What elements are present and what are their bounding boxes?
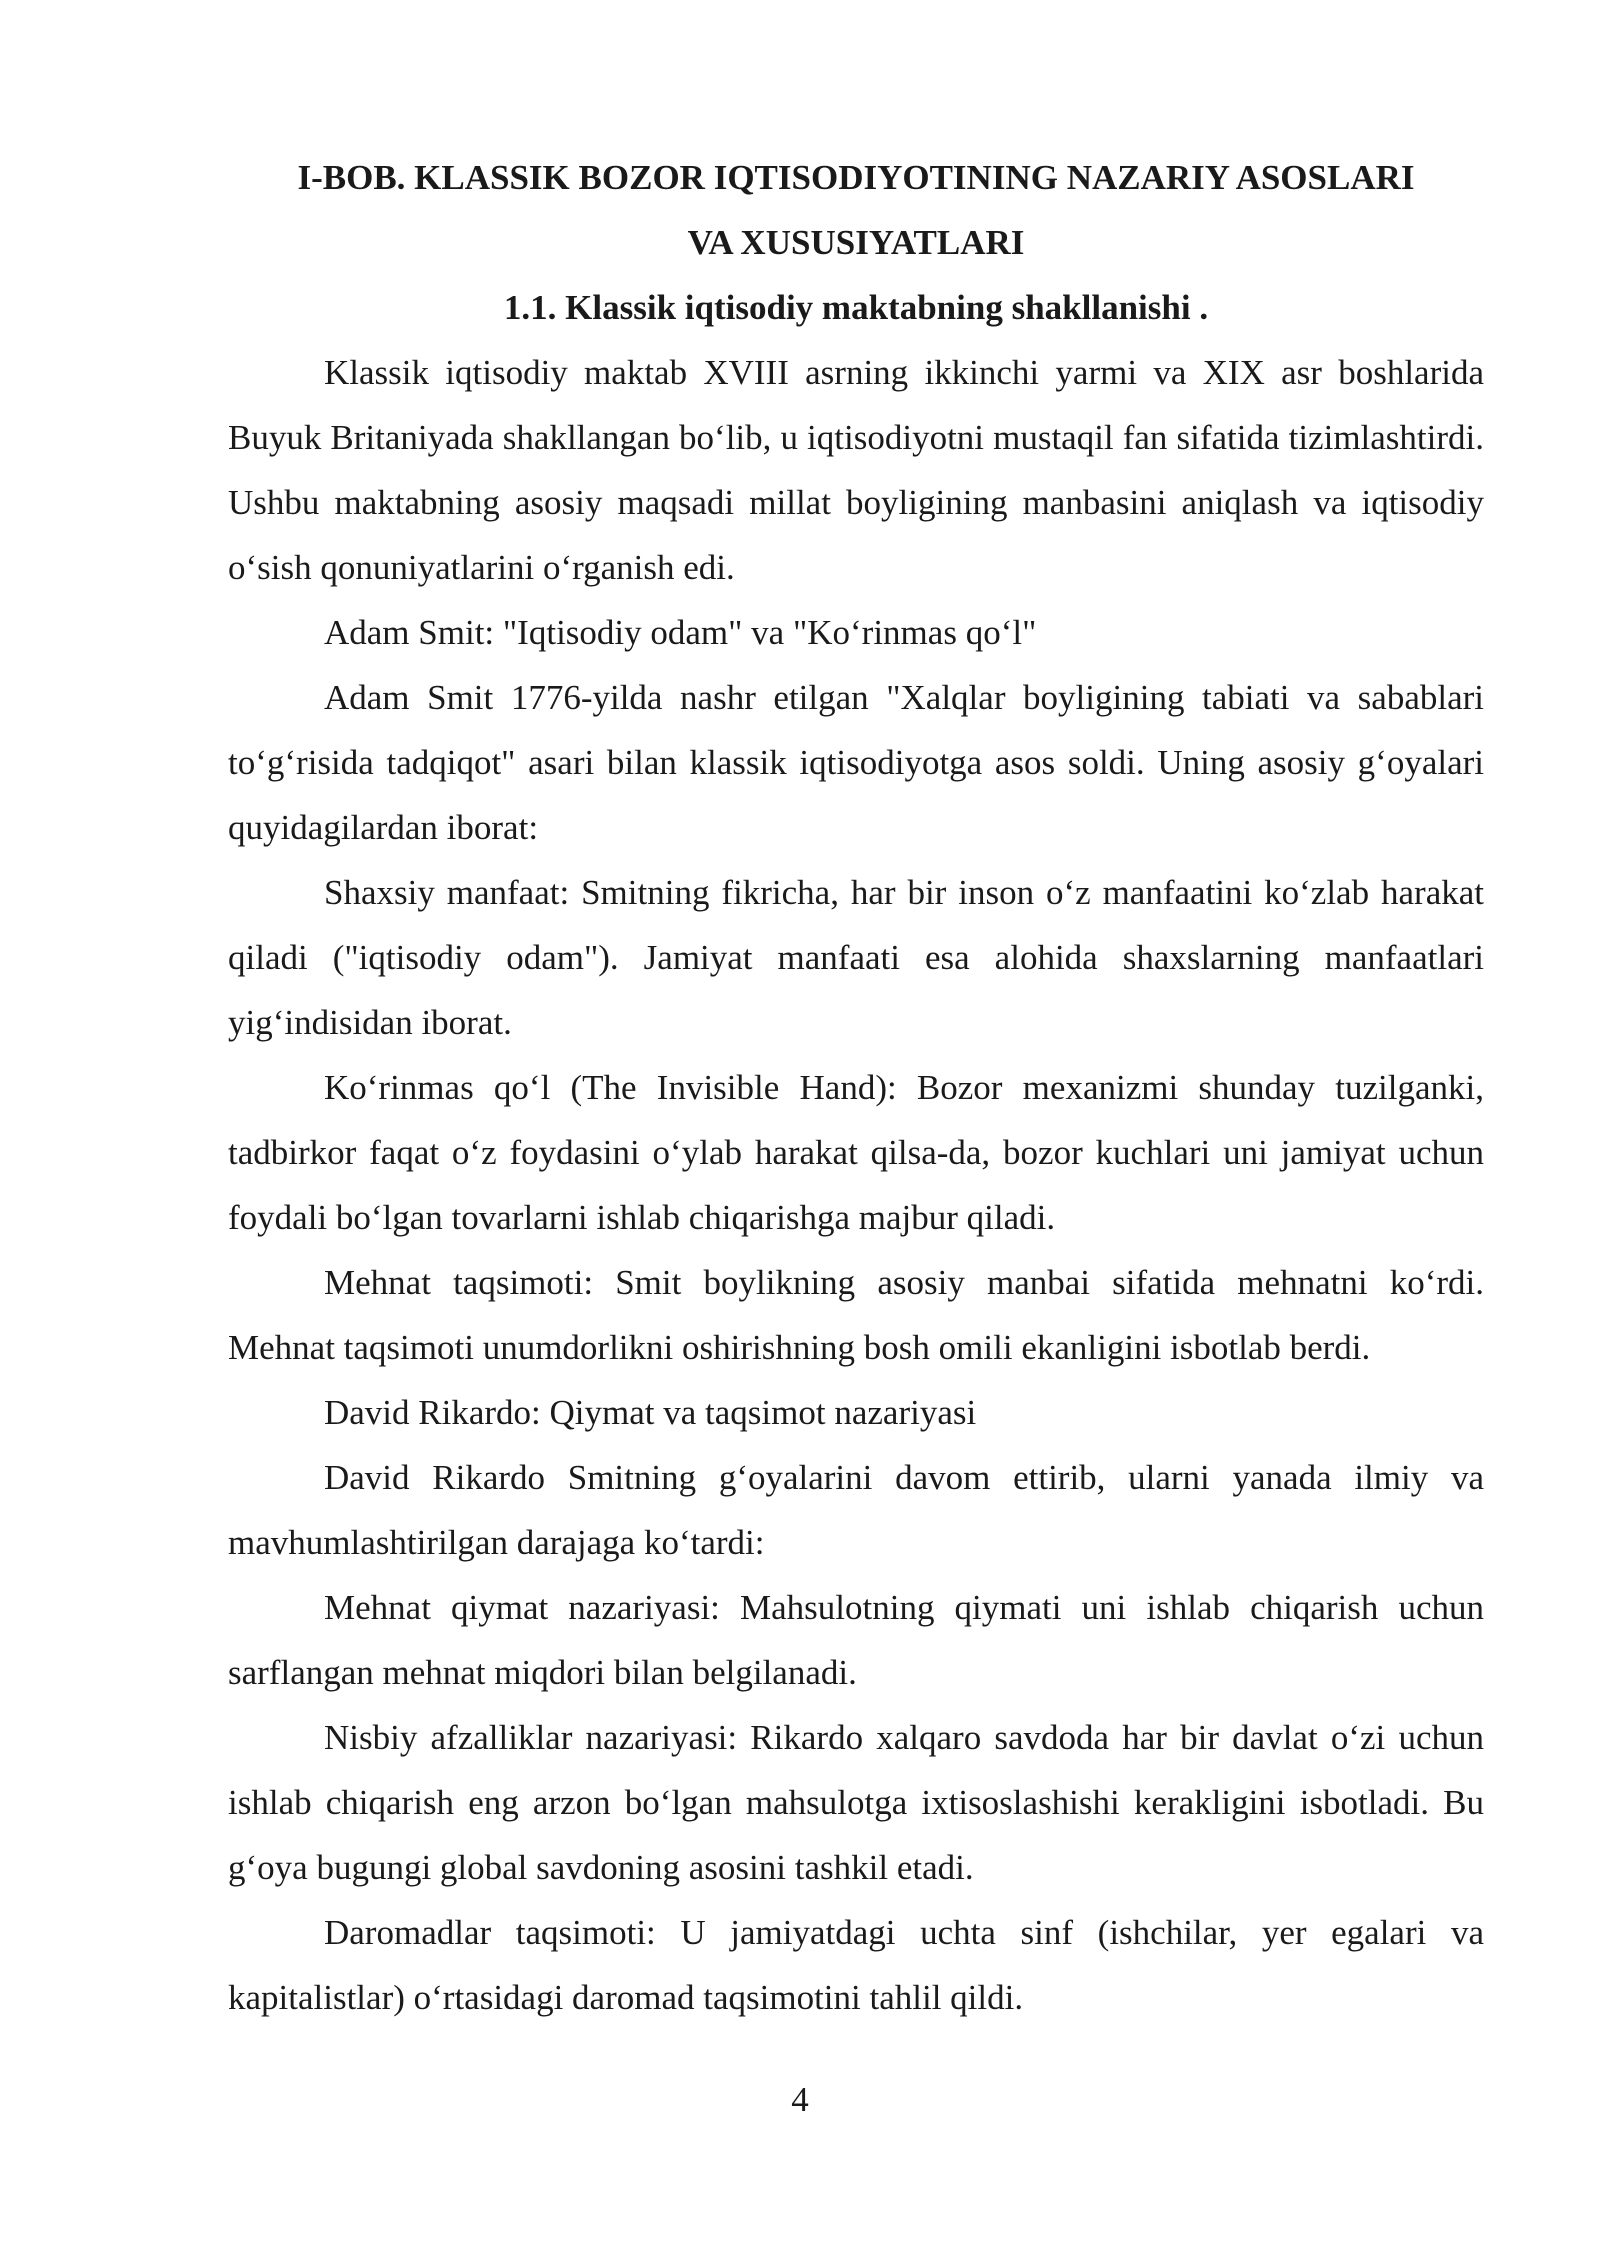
paragraph-income-distribution: Daromadlar taqsimoti: U jamiyatdagi uchta sinf (ishchilar, yer egalari va kapitalistlar) o‘rtasidagi daromad taqsimotini tahlil qildi. — [228, 1913, 1484, 2017]
chapter-title-line-2: VA XUSUSIYATLARI — [687, 223, 1025, 262]
paragraph-labor-value: Mehnat qiymat nazariyasi: Mahsulotning qiymati uni ishlab chiqarish uchun sarflangan mehnat miqdori bilan belgilanadi. — [228, 1588, 1484, 1692]
section-title: 1.1. Klassik iqtisodiy maktabning shakllanishi . — [503, 288, 1209, 327]
paragraph-self-interest: Shaxsiy manfaat: Smitning fikricha, har bir inson o‘z manfaatini ko‘zlab harakat qiladi ("iqtisodiy odam"). Jamiyat manfaati esa alohida shaxslarning manfaatlari yig‘indisidan iborat. — [228, 873, 1484, 1042]
chapter-title-line-1: I-BOB. KLASSIK BOZOR IQTISODIYOTINING NAZARIY ASOSLARI — [297, 158, 1415, 197]
document-page — [228, 145, 1484, 2030]
chapter-title — [228, 145, 1484, 275]
page-number: 4 — [791, 2080, 809, 2119]
paragraph-division-of-labor: Mehnat taqsimoti: Smit boylikning asosiy manbai sifatida mehnatni ko‘rdi. Mehnat taqsimoti unumdorlikni oshirishning bosh omili ekanligini isbotlab berdi. — [228, 1263, 1484, 1367]
paragraph-smith-work: Adam Smit 1776-yilda nashr etilgan "Xalqlar boyligining tabiati va sabablari to‘g‘risida tadqiqot" asari bilan klassik iqtisodiyotga asos soldi. Uning asosiy g‘oyalari quyidagilardan iborat: — [228, 678, 1484, 847]
paragraph-intro: Klassik iqtisodiy maktab XVIII asrning ikkinchi yarmi va XIX asr boshlarida Buyuk Britaniyada shakllangan bo‘lib, u iqtisodiyotni mustaqil fan sifatida tizimlashtirdi. Ushbu maktabning asosiy maqsadi millat boyligining manbasini aniqlash va iqtisodiy o‘sish qonuniyatlarini o‘rganish edi. — [228, 353, 1484, 587]
paragraph-comparative-advantage: Nisbiy afzalliklar nazariyasi: Rikardo xalqaro savdoda har bir davlat o‘zi uchun ishlab chiqarish eng arzon bo‘lgan mahsulotga ixtisoslashishi kerakligini isbotladi. Bu g‘oya bugungi global savdoning asosini tashkil etadi. — [228, 1718, 1484, 1887]
paragraph-smith-heading: Adam Smit: "Iqtisodiy odam" va "Ko‘rinmas qo‘l" — [324, 613, 1037, 652]
paragraph-ricardo-heading: David Rikardo: Qiymat va taqsimot nazariyasi — [324, 1393, 977, 1432]
paragraph-invisible-hand: Ko‘rinmas qo‘l (The Invisible Hand): Bozor mexanizmi shunday tuzilganki, tadbirkor faqat o‘z foydasini o‘ylab harakat qilsa-da, bozor kuchlari uni jamiyat uchun foydali bo‘lgan tovarlarni ishlab chiqarishga majbur qiladi. — [228, 1068, 1484, 1237]
paragraph-ricardo-intro: David Rikardo Smitning g‘oyalarini davom ettirib, ularni yanada ilmiy va mavhumlashtirilgan darajaga ko‘tardi: — [228, 1458, 1484, 1562]
